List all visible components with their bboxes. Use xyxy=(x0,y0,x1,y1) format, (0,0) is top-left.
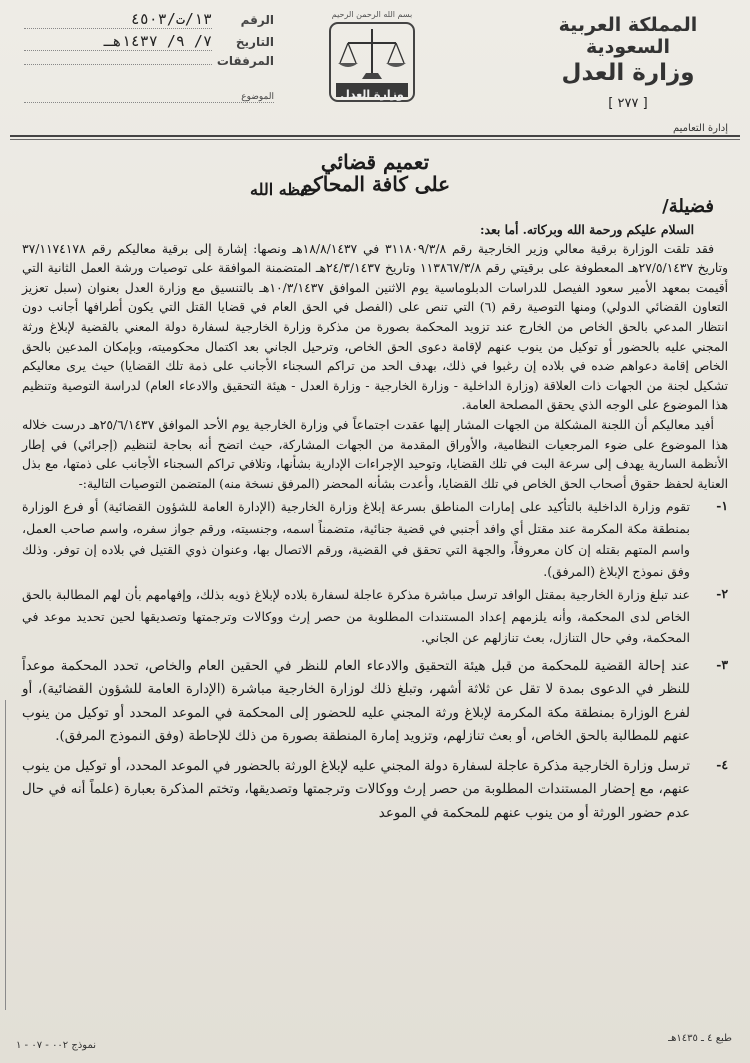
circular-subtitle: على كافة المحاكم xyxy=(299,172,451,196)
letter-body xyxy=(22,220,728,825)
kingdom-name: المملكة العربية السعودية xyxy=(558,14,698,58)
form-number: نموذج ٠٠٢ - ٠٧ - ١ xyxy=(16,1040,97,1051)
subject-row xyxy=(24,92,274,103)
date-row xyxy=(24,32,274,54)
ministry-name: وزارة العدل xyxy=(561,60,695,86)
letterhead-left xyxy=(24,10,274,76)
item-number: ٣- xyxy=(716,656,728,672)
print-note: طبع ٤ ـ ١٤٣٥هـ xyxy=(668,1033,732,1044)
reference-box: [ ٢٧٧ ] xyxy=(608,96,648,111)
paragraph-2: أفيد معاليكم أن اللجنة المشكلة من الجهات المشار إليها عقدت اجتماعاً في وزارة الخارجية يوم الأحد الموافق ٢٥/٦/١٤٣٧هـ درست خلاله هذا الموضوع على ضوء المرجعيات النظامية، والأوراق المقدمة من الجهات المشاركة، حيث اتضح أنه بحاجة لتنظيم (إجرائي) في إطار الأنظمة السارية يهدف إلى سرعة البت في تلك القضايا، وتوحيد الإجراءات الإدارية بشأنها، وتلافي تراكم السجناء الأجانب على ذمتها، مع بذل العناية لحفظ حقوق أصحاب الحق الخاص في تلك القضايا، وأعدت بشأنه المحضر (المرفق نسخة منه) المتضمن التوصيات التالية:- xyxy=(22,417,728,491)
salutation: فضيلة/ xyxy=(662,196,714,217)
item-text: عند إحالة القضية للمحكمة من قبل هيئة التحقيق والادعاء العام للنظر في الحقين العام والخاص، تحدد المحكمة موعداً للنظر في الدعوى بمدة لا تقل عن ثلاثة أشهر، وتبلغ ذلك لوزارة الخارجية مباشرة (الإدارة العامة للشؤون القضائية)، أو لفرع الوزارة بمنطقة مكة المكرمة لإبلاغ ورثة المجني عليه للحضور إلى المحكمة في الموعد المحدد أو توكيل من ينوب عنهم للمطالبة بالحق الخاص، أو بعث تنازلهم، وتزويد إمارة المنطقة بصورة من ذلك للإحاطة (وفق النموذج المرفق). xyxy=(22,658,690,745)
circular-title: تعميم قضائي xyxy=(320,150,430,174)
item-number: ١- xyxy=(716,498,728,514)
item-text: عند تبلغ وزارة الخارجية بمقتل الوافد ترسل مباشرة مذكرة عاجلة لسفارة بلاده لإبلاغ ذويه بذلك، وإفهامهم بأن لهم المطالبة بالحق الخاص لدى المحكمة، وأنه يلزمهم إعداد المستندات المطلوبة من حصر إرث ووكالات وترجمتها وتصديقها لحين تحديد موعد في المحكمة، وفي حال التنازل، بعث تنازلهم عن الجاني. xyxy=(22,587,690,646)
list-item xyxy=(22,655,728,749)
margin-line xyxy=(5,700,20,1010)
emblem-text: وزارة العدل xyxy=(340,88,404,101)
date-value: ٧/ ٩/ ١٤٣٧هـ xyxy=(24,32,212,51)
number-label: الرقم xyxy=(240,13,274,27)
department-label: إدارة التعاميم xyxy=(673,123,728,134)
list-item xyxy=(22,584,728,649)
date-label: التاريخ xyxy=(235,35,274,49)
number-value: ١٣/ت/٤٥٠٣ xyxy=(24,10,212,29)
attachments-value xyxy=(24,64,212,65)
greeting: السلام عليكم ورحمة الله وبركاته. أما بعد: xyxy=(479,222,694,237)
attachments-row xyxy=(24,54,274,76)
number-row xyxy=(24,10,274,32)
list-item xyxy=(22,755,728,826)
item-number: ٤- xyxy=(716,756,728,772)
letterhead-right xyxy=(528,14,728,111)
paragraph-1: فقد تلقت الوزارة برقية معالي وزير الخارجية رقم ٣١١٨٠٩/٣/٨ في ١٨/٨/١٤٣٧هـ ونصها: إشارة إلى برقية معاليكم رقم ٣٧/١١٧٤١٧٨ وتاريخ ٢٧/٥/١٤٣٧هـ المعطوفة على برقيتي رقم ١١٣٨٦٧/٣/٨ وتاريخ ٢٤/٣/١٤٣٧هـ المتضمنة الموافقة على توصيات ورشة العمل الثانية التي أقيمت بمعهد الأمير سعود الفيصل للدراسات الدبلوماسية يوم الاثنين الموافق ١٠/٣/١٤٣٧هـ بالتنسيق مع وزارة العدل بعنوان (سبل تعزيز التعاون القضائي الدولي) ومنها التوصية رقم (٦) التي تنص على (الفصل في الحق العام في قضايا القتل التي يكون أطرافها أجانب دون انتظار المدعي بالحق الخاص من الخارج عند تزويد المحكمة بصورة من مذكرة وزارة الخارجية لسفارة دولة المعني بالقضية لإبلاغ ورثة المجني عليه بالحضور أو توكيل من ينوب عنهم لإقامة دعوى الحق الخاص، وترحيل الجاني بعد اكتمال محكوميته، وبإمكان المدعين بالحق الخاص إقامة دعواهم ضده في بلاده إن رغبوا في ذلك، بهدف الحد من تراكم السجناء الأجانب على ذمة تلك القضايا) حيث يرى معاليكم تشكيل لجنة من الجهات ذات العلاقة (وزارة الداخلية - وزارة الخارجية - وزارة العدل - هيئة التحقيق والادعاء العام) لدراسة التوصية وتنظيم هذا الموضوع على الوجه الذي يحقق المصلحة العامة. xyxy=(22,241,728,413)
item-text: تقوم وزارة الداخلية بالتأكيد على إمارات المناطق بسرعة إبلاغ وزارة الخارجية (الإدارة العامة للشؤون القضائية) أو فرع الوزارة بمنطقة مكة المكرمة عند مقتل أي وافد أجنبي في قضية جنائية، متضمناً اسمه، وجنسيته، ورقم جواز سفره، واسم صاحب العمل، واسم المتهم بقتله إن كان معروفاً، والجهة التي تحقق في القضية، ورقم الاتصال بها، وعنوان ذوي القتيل في بلاده إن توفر. وذلك وفق نموذج الإبلاغ (المرفق). xyxy=(22,499,690,579)
attachments-label: المرفقات xyxy=(216,54,274,68)
item-number: ٢- xyxy=(716,586,728,602)
basmala-caption: بسم الله الرحمن الرحيم xyxy=(331,10,413,19)
blessing: حفظه الله xyxy=(250,180,319,199)
subject-label: الموضوع xyxy=(241,92,274,102)
ministry-emblem xyxy=(322,10,422,101)
header-rule xyxy=(10,135,740,137)
header-rule-thin xyxy=(10,139,740,140)
item-text: ترسل وزارة الخارجية مذكرة عاجلة لسفارة دولة المجني عليه لإبلاغ الورثة بالحضور في الموعد المحدد، أو توكيل من ينوب عنهم، مع إحضار المستندات المطلوبة من حصر إرث ووكالات وترجمتها وتصديقها، وتختم المذكرة بعبارة (علماً أنه في حال عدم حضور الورثة أو من ينوب عنهم للمحكمة في الموعد xyxy=(22,758,690,821)
recommendations-list xyxy=(22,496,728,825)
list-item xyxy=(22,496,728,582)
